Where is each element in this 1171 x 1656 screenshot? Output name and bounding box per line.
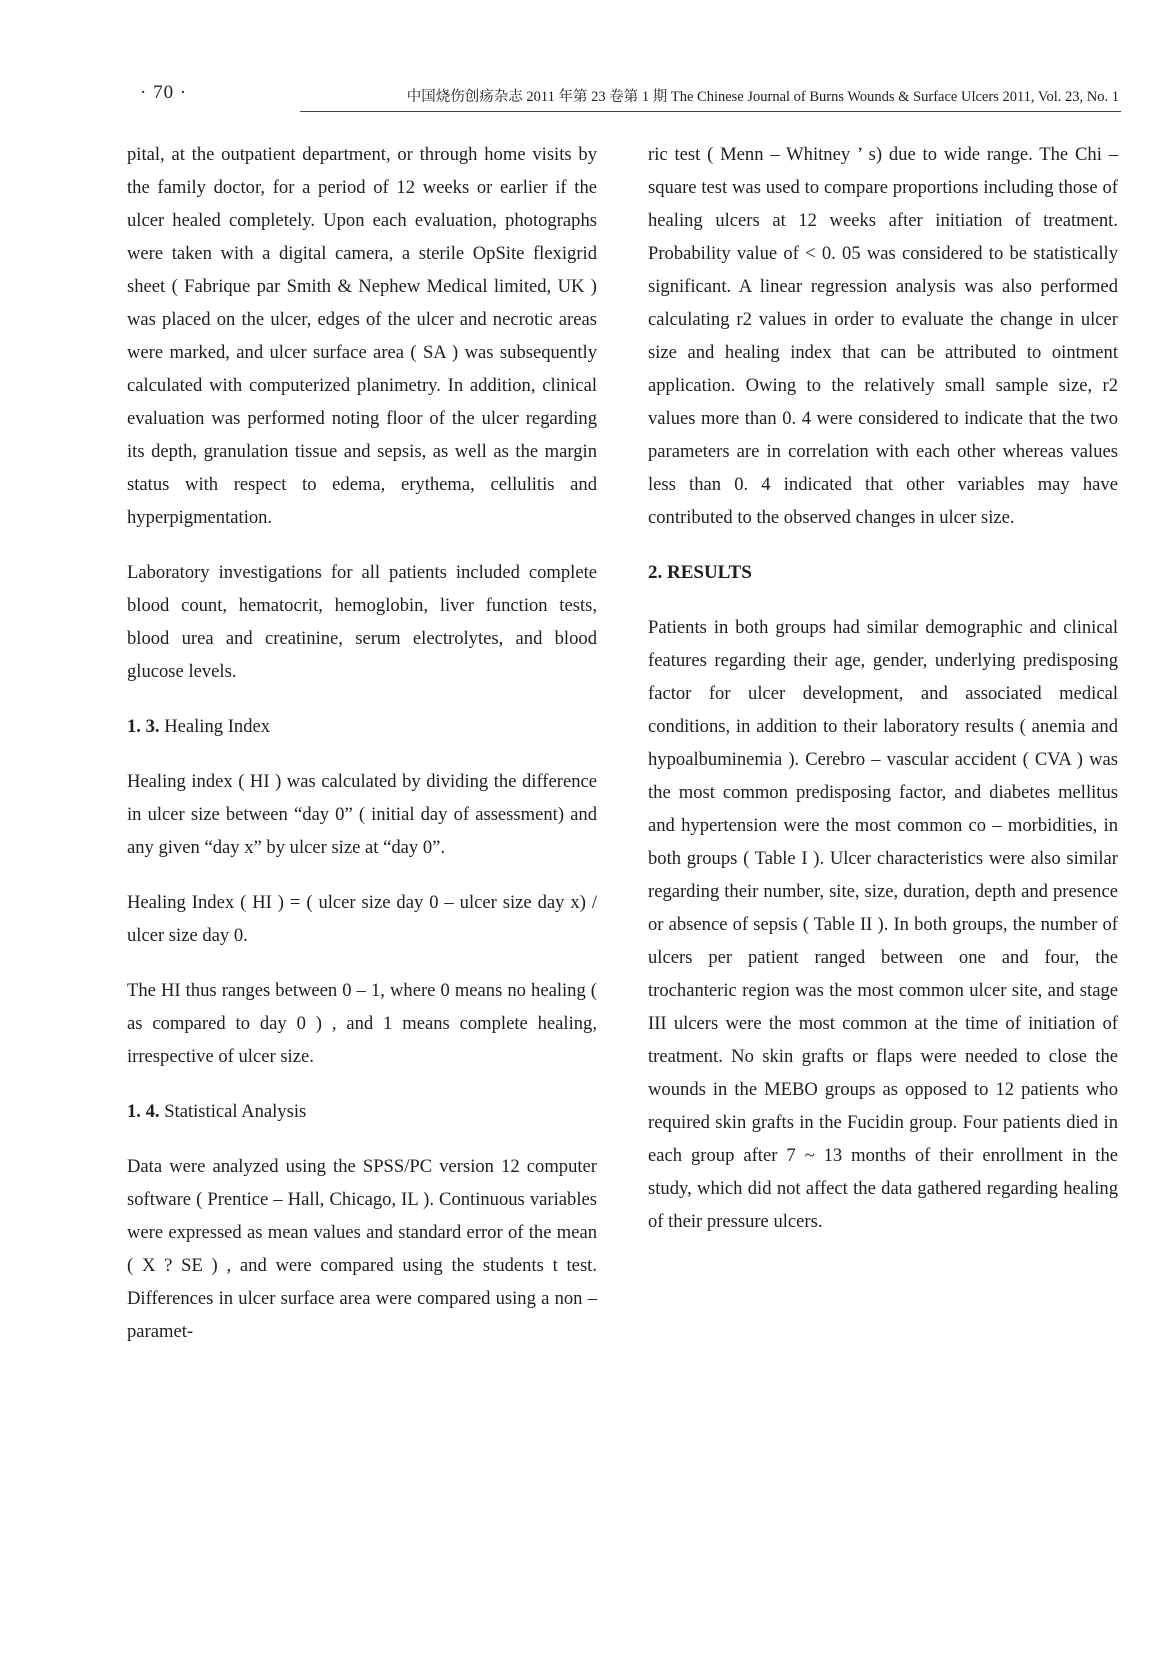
section-heading-results: 2. RESULTS	[648, 562, 752, 583]
running-header	[0, 82, 1171, 116]
results-paragraph: Patients in both groups had similar demographic and clinical features regarding their age, gender, underlying predisposing factor for ulcer development, and associated medical conditions, in addition to their laboratory results ( anemia and hypoalbuminemia ). Cerebro – vascular accident ( CVA ) was the most common predisposing factor, and diabetes mellitus and hypertension were the most common co – morbidities, in both groups ( Table I ). Ulcer characteristics were also similar regarding their number, site, size, duration, depth and presence or absence of sepsis ( Table II ). In both groups, the number of ulcers per patient ranged between one and four, the trochanteric region was the most common ulcer site, and stage III ulcers were the most common at the time of initiation of treatment. No skin grafts or flaps were needed to close the wounds in the MEBO groups as opposed to 12 patients who required skin grafts in the Fucidin group. Four patients died in each group after 7 ~ 13 months of their enrollment in the study, which did not affect the data gathered regarding healing of their pressure ulcers.	[648, 617, 1118, 1232]
section-heading-healing-index	[127, 710, 597, 743]
section-title: Healing Index	[164, 716, 271, 737]
page-number: · 70 ·	[140, 82, 188, 103]
header-rule	[300, 111, 1121, 112]
section-heading-statistical-analysis	[127, 1095, 597, 1128]
methods-paragraph-laboratory: Laboratory investigations for all patients included complete blood count, hematocrit, hemoglobin, liver function tests, blood urea and creatinine, serum electrolytes, and blood glucose levels.	[127, 562, 597, 682]
healing-index-definition: Healing index ( HI ) was calculated by dividing the difference in ulcer size between “day 0” ( initial day of assessment) and any given “day x” by ulcer size at “day 0”.	[127, 771, 597, 858]
healing-index-range: The HI thus ranges between 0 – 1, where 0 means no healing ( as compared to day 0 ) , and 1 means complete healing, irrespective of ulcer size.	[127, 980, 597, 1067]
statistics-paragraph-continued: ric test ( Menn – Whitney ’ s) due to wide range. The Chi – square test was used to compare proportions including those of healing ulcers at 12 weeks after initiation of treatment. Probability value of < 0. 05 was considered to be statistically significant. A linear regression analysis was also performed calculating r2 values in order to evaluate the change in ulcer size and healing index that can be attributed to ointment application. Owing to the relatively small sample size, r2 values more than 0. 4 were considered to indicate that the two parameters are in correlation with each other whereas values less than 0. 4 indicated that other variables may have contributed to the observed changes in ulcer size.	[648, 144, 1118, 528]
left-column	[127, 138, 597, 1370]
statistics-paragraph: Data were analyzed using the SPSS/PC version 12 computer software ( Prentice – Hall, Chicago, IL ). Continuous variables were expressed as mean values and standard error of the mean ( X ? SE ) , and were compared using the students t test. Differences in ulcer surface area were compared using a non – paramet-	[127, 1156, 597, 1342]
methods-paragraph-evaluation: pital, at the outpatient department, or through home visits by the family doctor, for a period of 12 weeks or earlier if the ulcer healed completely. Upon each evaluation, photographs were taken with a digital camera, a sterile OpSite flexigrid sheet ( Fabrique par Smith & Nephew Medical limited, UK ) was placed on the ulcer, edges of the ulcer and necrotic areas were marked, and ulcer surface area ( SA ) was subsequently calculated with computerized planimetry. In addition, clinical evaluation was performed noting floor of the ulcer regarding its depth, granulation tissue and sepsis, as well as the margin status with respect to edema, erythema, cellulitis and hyperpigmentation.	[127, 144, 597, 528]
section-title: Statistical Analysis	[164, 1101, 307, 1122]
section-number: 1. 4.	[127, 1101, 160, 1122]
section-number: 1. 3.	[127, 716, 160, 737]
healing-index-formula: Healing Index ( HI ) = ( ulcer size day 0 – ulcer size day x) / ulcer size day 0.	[127, 892, 597, 946]
right-column	[648, 138, 1118, 1260]
journal-citation: 中国烧伤创疡杂志 2011 年第 23 卷第 1 期 The Chinese Journal of Burns Wounds & Surface Ulcers 2011, Vol. 23, No. 1	[406, 89, 1119, 105]
